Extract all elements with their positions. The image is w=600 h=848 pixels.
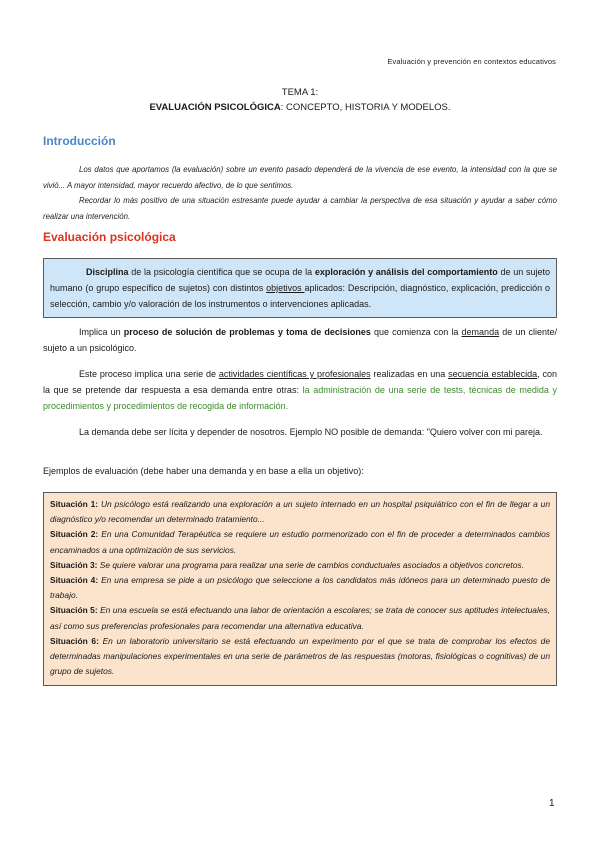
situation-item [50,573,550,603]
proceso-text-3: , con la que se pretende dar respuesta a esa demanda entre otras: [43,369,558,395]
running-header: Evaluación y prevención en contextos educativos [387,57,556,66]
situation-text: En una empresa se pide a un psicólogo que seleccione a los candidatos más idóneos para un determinado puesto de trabajo. [50,575,550,601]
situation-item [50,497,550,527]
situation-label: Situación 2: [50,529,99,540]
document-title [0,85,600,115]
definition-box [43,258,557,318]
implica-text-2: que comienza con la [370,327,462,337]
situation-item [50,603,550,633]
situations-box [43,492,557,686]
demanda-text: La demanda debe ser lícita y depender de nosotros. Ejemplo NO posible de demanda: "Quiero volver con mi pareja. [79,427,543,437]
title-line-2 [0,100,600,115]
situation-text: En una escuela se está efectuando una labor de orientación a escolares; se trata de conocer sus aptitudes intelectuales, así como sus preferencias profesionales para recomendar una alternativa educativa. [50,605,550,631]
def-text-2: de un sujeto humano (o grupo específico de sujetos) con distintos [50,267,550,293]
def-text-1: de la psicología científica que se ocupa de la [128,267,315,277]
situation-text: Un psicólogo está realizando una exploración a un sujeto internado en un hospital psiquiátrico con el fin de llegar a un diagnóstico y/o recomendar un determinado tratamiento... [50,499,551,525]
situation-label: Situación 1: [50,499,99,509]
evaluation-heading: Evaluación psicológica [43,230,176,244]
situation-text: Se quiere valorar una programa para realizar una serie de cambios conductuales asociados a objetivos concretos. [97,559,524,570]
situation-item [50,527,550,557]
definition-text [50,264,550,312]
implica-demanda: demanda [461,327,500,337]
paragraph-demanda [43,424,557,440]
paragraph-proceso [43,366,557,414]
implica-text-1: Implica un [79,327,124,337]
situation-label: Situación 4: [50,575,99,586]
proceso-secuencia: secuencia establecida [448,369,538,379]
implica-bold: proceso de solución de problemas y toma de decisiones [123,327,371,337]
situation-label: Situación 6: [50,635,99,646]
situation-text: En una Comunidad Terapéutica se requiere un estudio pormenorizado con el fin de proceder a determinados cambios encaminados a una optimización de sus servicios. [50,529,550,555]
proceso-green-text: la administración de una serie de tests, técnicas de medida y procedimientos y procedimientos de recogida de información. [43,385,557,411]
proceso-text-1: Este proceso implica una serie de [79,369,219,379]
def-term-exploracion: exploración y análisis del comportamiento [314,267,498,277]
def-term-objetivos: objetivos [266,283,305,293]
def-text-3: aplicados: Descripción, diagnóstico, explicación, predicción o selección, cambio y/o valoración de los instrumentos o intervenciones aplicadas. [50,283,551,309]
situation-text: En un laboratorio universitario se está efectuando un experimento por el que se trata de comprobar los efectos de determinadas manipulaciones experimentales en una serie de parámetros de las respuestas (motoras, fisiológicas o cognitivas) de un grupo de sujetos. [50,635,551,677]
title-line-1: TEMA 1: [281,87,319,98]
intro-paragraph-2: Recordar lo más positivo de una situación estresante puede ayudar a cambiar la perspectiva de esa situación y ayudar a saber cómo realizar una intervención. [43,196,557,221]
intro-paragraph-1: Los datos que aportamos (la evaluación) sobre un evento pasado dependerá de la vivencia de ese evento, la intensidad con la que se vivió... A mayor intensidad, mayor recuerdo afectivo, de lo que sentimos. [43,165,557,190]
intro-heading: Introducción [43,134,116,148]
proceso-actividades: actividades científicas y profesionales [218,369,371,379]
intro-text [43,162,557,224]
situation-label: Situación 5: [50,605,98,616]
implica-text-3: de un cliente/ sujeto a un psicológico. [43,327,557,353]
title-bold: EVALUACIÓN PSICOLÓGICA [149,102,281,113]
proceso-text-2: realizadas en una [370,369,449,379]
title-rest: : CONCEPTO, HISTORIA Y MODELOS. [280,102,451,113]
situation-label: Situación 3: [50,559,98,570]
paragraph-implica [43,324,557,356]
situation-item [50,634,550,680]
situation-item [50,558,550,573]
page-number: 1 [549,798,555,809]
def-term-disciplina: Disciplina [86,267,129,277]
paragraph-ejemplos [43,463,557,479]
ejemplos-text: Ejemplos de evaluación (debe haber una demanda y en base a ella un objetivo): [43,466,364,476]
